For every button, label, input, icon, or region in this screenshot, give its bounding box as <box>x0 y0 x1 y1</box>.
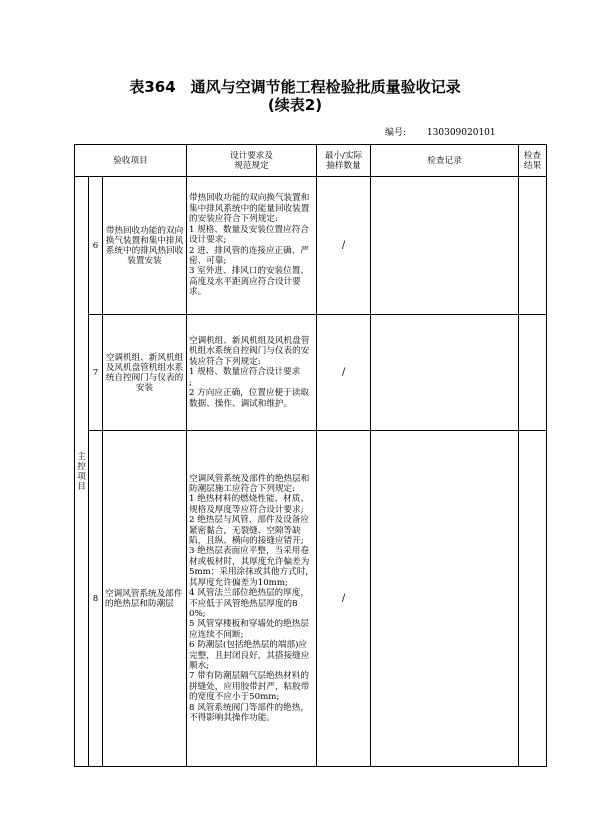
item-name: 空调机组、新风机组及风机盘管机组水系统自控阀门与仪表的安装 <box>103 315 187 431</box>
serial-value: 130309020101 <box>426 128 496 138</box>
sample-value: / <box>317 431 371 767</box>
row-number: 7 <box>89 315 103 431</box>
requirement-text: 空调机组、新风机组及风机盘管机组水系统自控阀门与仪表的安装应符合下列规定: 1 规格、数量应符合设计要求 ; 2 方向应正确，位置应便于读取数据、操作、调试和维护。 <box>187 315 317 431</box>
check-result-cell[interactable] <box>519 315 547 431</box>
header-item: 验收项目 <box>75 145 187 177</box>
title-line-2: (续表2) <box>267 96 323 114</box>
check-result-cell[interactable] <box>519 431 547 767</box>
item-name: 带热回收功能的双向换气装置和集中排风系统中的排风热回收装置安装 <box>103 177 187 315</box>
table-row <box>75 177 547 315</box>
table-row <box>75 315 547 431</box>
acceptance-table <box>74 144 547 767</box>
header-row <box>75 145 547 177</box>
page-title <box>0 78 590 114</box>
serial-label: 编号: <box>385 128 407 138</box>
header-requirement: 设计要求及 规范规定 <box>187 145 317 177</box>
serial-number <box>385 125 496 138</box>
check-record-cell[interactable] <box>371 177 519 315</box>
category-main-control: 主 控 项 目 <box>75 177 89 767</box>
requirement-text: 带热回收功能的双向换气装置和集中排风系统中的能量回收装置的安装应符合下列规定: 1 规格、数量及安装位置应符合设计要求; 2 进、排风管的连接应正确、严密、可靠; 3 室外进、排风口的安装位置、高度及水平距离应符合设计要求。 <box>187 177 317 315</box>
sample-value: / <box>317 315 371 431</box>
title-line-1: 表364 通风与空调节能工程检验批质量验收记录 <box>129 78 461 96</box>
header-sample: 最小/实际 抽样数量 <box>317 145 371 177</box>
table-row <box>75 431 547 767</box>
check-result-cell[interactable] <box>519 177 547 315</box>
row-number: 6 <box>89 177 103 315</box>
row-number: 8 <box>89 431 103 767</box>
check-record-cell[interactable] <box>371 431 519 767</box>
sample-value: / <box>317 177 371 315</box>
header-result: 检查 结果 <box>519 145 547 177</box>
check-record-cell[interactable] <box>371 315 519 431</box>
item-name: 空调风管系统及部件的绝热层和防潮层 <box>103 431 187 767</box>
header-record: 检查记录 <box>371 145 519 177</box>
requirement-text: 空调风管系统及部件的绝热层和防潮层施工应符合下列规定: 1 绝热材料的燃烧性能、材质、规格及厚度等应符合设计要求; 2 绝热层与风管、部件及设备应紧密黏合，无裂缝、空隙等缺陷，且纵、横向的接缝应错开; 3 绝热层表面应平整，当采用卷材或板材时，其厚度允许偏差为5mm；采用涂抹或其他方式时，其厚度允许偏差为10mm; 4 风管法兰部位绝热层的厚度，不应低于风管绝热层厚度的80%; 5 风管穿楼板和穿墙处的绝热层应连续不间断; 6 防潮层(包括绝热层的端部)应完整，且封闭良好，其搭接缝应顺水; 7 带有防潮层隔气层绝热材料的拼缝处，应用胶带封严，粘胶带的宽度不应小于50mm; 8 风管系统阀门等部件的绝热，不得影响其操作功能。 <box>187 431 317 767</box>
